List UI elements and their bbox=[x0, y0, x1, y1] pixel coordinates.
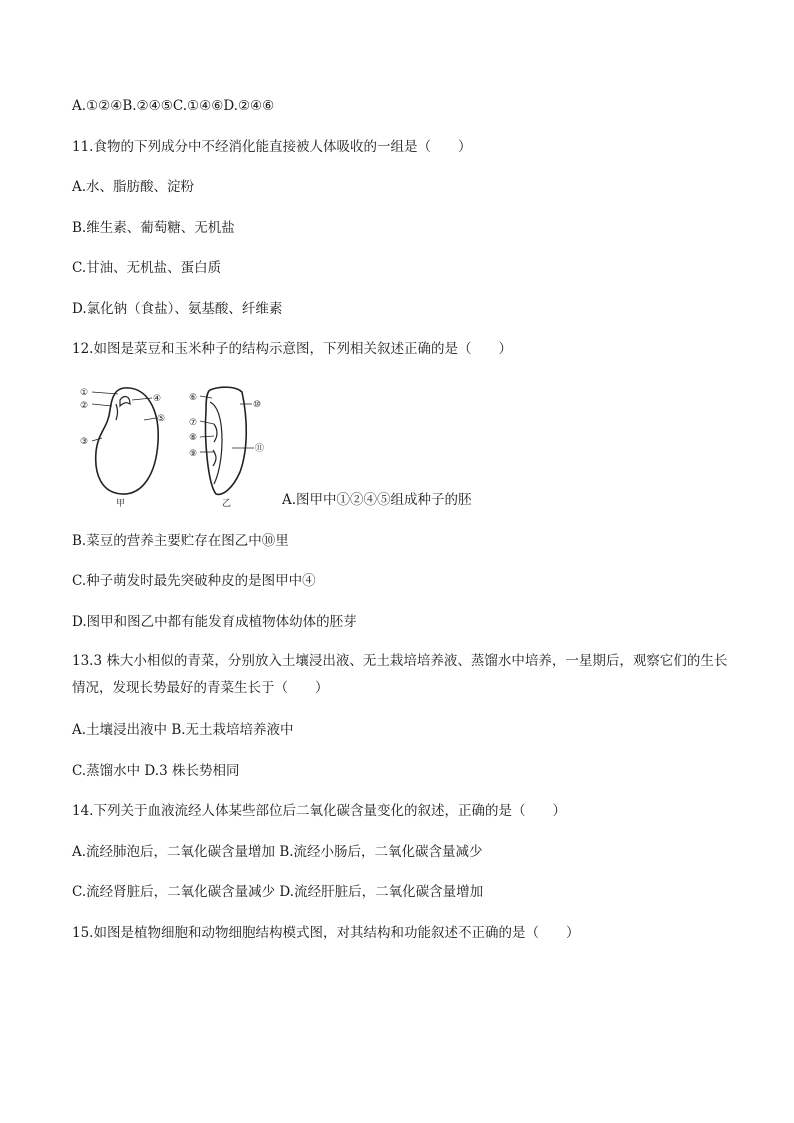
label-8: ⑧ bbox=[189, 433, 198, 443]
seed-structure-figure bbox=[72, 380, 282, 510]
bean-seed-diagram bbox=[92, 388, 158, 494]
label-3: ③ bbox=[80, 437, 89, 447]
q13-stem: 13.3 株大小相似的青菜，分别放入土壤浸出液、无土栽培培养液、蒸馏水中培养，一星期后，观察它们的生长情况，发现长势最好的青菜生长于（ ） bbox=[72, 653, 728, 696]
caption-jia: 甲 bbox=[116, 499, 126, 509]
label-2: ② bbox=[80, 401, 89, 411]
label-4: ④ bbox=[153, 394, 162, 404]
label-9: ⑨ bbox=[189, 449, 198, 459]
q11-option-c: C.甘油、无机盐、蛋白质 bbox=[72, 260, 222, 276]
q14-options-ab: A.流经肺泡后，二氧化碳含量增加 B.流经小肠后，二氧化碳含量减少 bbox=[72, 844, 483, 860]
q14-stem: 14.下列关于血液流经人体某些部位后二氧化碳含量变化的叙述，正确的是（ ） bbox=[72, 803, 566, 819]
q11-option-d: D.氯化钠（食盐）、氨基酸、纤维素 bbox=[72, 301, 283, 317]
q11-option-a: A.水、脂肪酸、淀粉 bbox=[72, 179, 195, 195]
q12-stem: 12.如图是菜豆和玉米种子的结构示意图，下列相关叙述正确的是（ ） bbox=[72, 341, 512, 357]
corn-seed-diagram bbox=[200, 387, 254, 494]
q13-options-ab: A.土壤浸出液中 B.无土栽培培养液中 bbox=[72, 722, 294, 738]
q12-option-d: D.图甲和图乙中都有能发育成植物体幼体的胚芽 bbox=[72, 614, 357, 630]
q11-stem: 11.食物的下列成分中不经消化能直接被人体吸收的一组是（ ） bbox=[72, 139, 472, 155]
q13-options-cd: C.蒸馏水中 D.3 株长势相同 bbox=[72, 763, 240, 779]
q15-stem: 15.如图是植物细胞和动物细胞结构模式图，对其结构和功能叙述不正确的是（ ） bbox=[72, 925, 580, 941]
caption-yi: 乙 bbox=[222, 499, 232, 509]
q12-option-b: B.菜豆的营养主要贮存在图乙中⑩里 bbox=[72, 533, 289, 549]
label-7: ⑦ bbox=[189, 418, 198, 428]
q10-options: A.①②④B.②④⑤C.①④⑥D.②④⑥ bbox=[72, 98, 275, 114]
q12-option-c: C.种子萌发时最先突破种皮的是图甲中④ bbox=[72, 573, 316, 589]
label-1: ① bbox=[80, 388, 89, 398]
label-11: ⑪ bbox=[255, 444, 265, 454]
q12-option-a: A.图甲中①②④⑤组成种子的胚 bbox=[282, 492, 472, 508]
q11-option-b: B.维生素、葡萄糖、无机盐 bbox=[72, 220, 235, 236]
label-10: ⑩ bbox=[253, 400, 262, 410]
q14-options-cd: C.流经肾脏后，二氧化碳含量减少 D.流经肝脏后，二氧化碳含量增加 bbox=[72, 884, 484, 900]
label-5: ⑤ bbox=[157, 414, 166, 424]
label-6: ⑥ bbox=[189, 393, 198, 403]
